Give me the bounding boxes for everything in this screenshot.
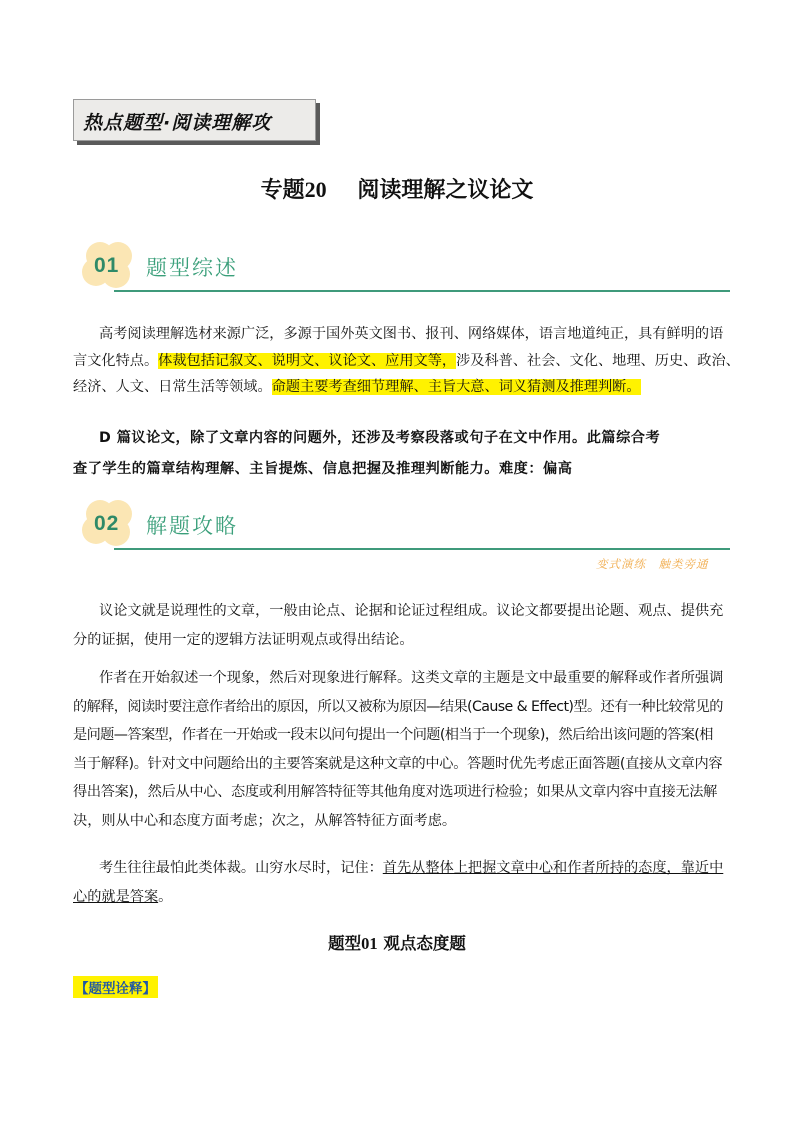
text-line: 是问题—答案型，作者在一开始或一段末以问句提出一个问题(相当于一个现象)，然后给出该问题的答案(相 — [73, 727, 713, 743]
strategy-paragraph-2 — [73, 664, 724, 835]
subtitle-prefix: 题型 — [328, 934, 362, 953]
section-divider — [114, 548, 730, 550]
subtitle-number: 01 — [361, 934, 378, 953]
section-header-strategy — [80, 496, 720, 556]
text-line — [73, 854, 724, 883]
topic-banner — [73, 99, 316, 141]
text-line: D 篇议论文，除了文章内容的问题外，还涉及考察段落或句子在文中作用。此篇综合考 — [99, 430, 661, 446]
text-span: 。 — [158, 888, 173, 905]
text-line: 得出答案)，然后从中心、态度或利用解答特征等其他角度对选项进行检验；如果从文章内容中直接无法解 — [73, 784, 718, 800]
section-label: 题型综述 — [146, 256, 238, 280]
text-line — [73, 374, 721, 401]
text-line: 当于解释)。针对文中问题给出的主要答案就是这种文章的中心。答题时优先考虑正面答题(直接从文章内容 — [73, 755, 723, 772]
underlined-text: 心的就是答案 — [73, 888, 159, 905]
banner-text: 热点题型·阅读理解攻 — [83, 112, 272, 134]
section-header-overview — [80, 238, 720, 298]
underlined-text: 首先从整体上把握文章中心和作者所持的态度，靠近中 — [382, 860, 724, 876]
text-span: 言文化特点。 — [73, 352, 159, 369]
section-number: 02 — [94, 512, 120, 535]
highlighted-text: 体裁包括记叙文、说明文、议论文、应用文等， — [158, 352, 457, 369]
text-line: 的解释，阅读时要注意作者给出的原因，所以又被称为原因—结果(Cause & Effect)型。还有一种比较常见的 — [73, 698, 723, 715]
section-number: 01 — [94, 254, 120, 277]
text-line: 决，则从中心和态度方面考虑；次之，从解答特征方面考虑。 — [73, 812, 457, 829]
document-title — [0, 173, 794, 204]
difficulty-note — [73, 423, 721, 485]
text-span: 涉及科普、社会、文化、地理、历史、政治、 — [456, 352, 740, 369]
subtitle-text: 观点态度题 — [383, 934, 466, 953]
highlighted-text: 命题主要考查细节理解、主旨大意、词义猜测及推理判断。 — [271, 379, 641, 395]
text-line — [73, 883, 721, 912]
section-divider — [114, 290, 730, 292]
strategy-paragraph-3 — [73, 854, 724, 911]
text-line: 分的证据，使用一定的逻辑方法证明观点或得出结论。 — [73, 632, 414, 648]
text-span: 考生往往最怕此类体裁。山穷水尽时，记住： — [99, 860, 383, 876]
text-line: 查了学生的篇章结构理解、主旨提炼、信息把握及推理判断能力。难度：偏高 — [73, 461, 573, 477]
text-span: 经济、人文、日常生活等领域。 — [73, 379, 272, 395]
question-type-title — [0, 930, 794, 954]
overview-paragraph — [73, 321, 740, 401]
title-number: 20 — [304, 177, 327, 202]
text-line: 议论文就是说理性的文章，一般由论点、论据和论证过程组成。议论文都要提出论题、观点、提供充 — [99, 603, 724, 619]
strategy-paragraph-1 — [73, 597, 724, 655]
text-line — [73, 348, 740, 375]
section-slogan: 变式演练 触类旁通 — [596, 557, 709, 571]
text-line: 高考阅读理解选材来源广泛，多源于国外英文图书、报刊、网络媒体，语言地道纯正，具有鲜明的语 — [99, 326, 724, 342]
type-explanation-tag: 【题型诠释】 — [73, 976, 158, 998]
text-line: 作者在开始叙述一个现象，然后对现象进行解释。这类文章的主题是文中最重要的解释或作者所强调 — [99, 670, 724, 686]
title-prefix: 专题 — [260, 178, 305, 203]
section-label: 解题攻略 — [146, 514, 238, 538]
title-text: 阅读理解之议论文 — [357, 178, 534, 203]
